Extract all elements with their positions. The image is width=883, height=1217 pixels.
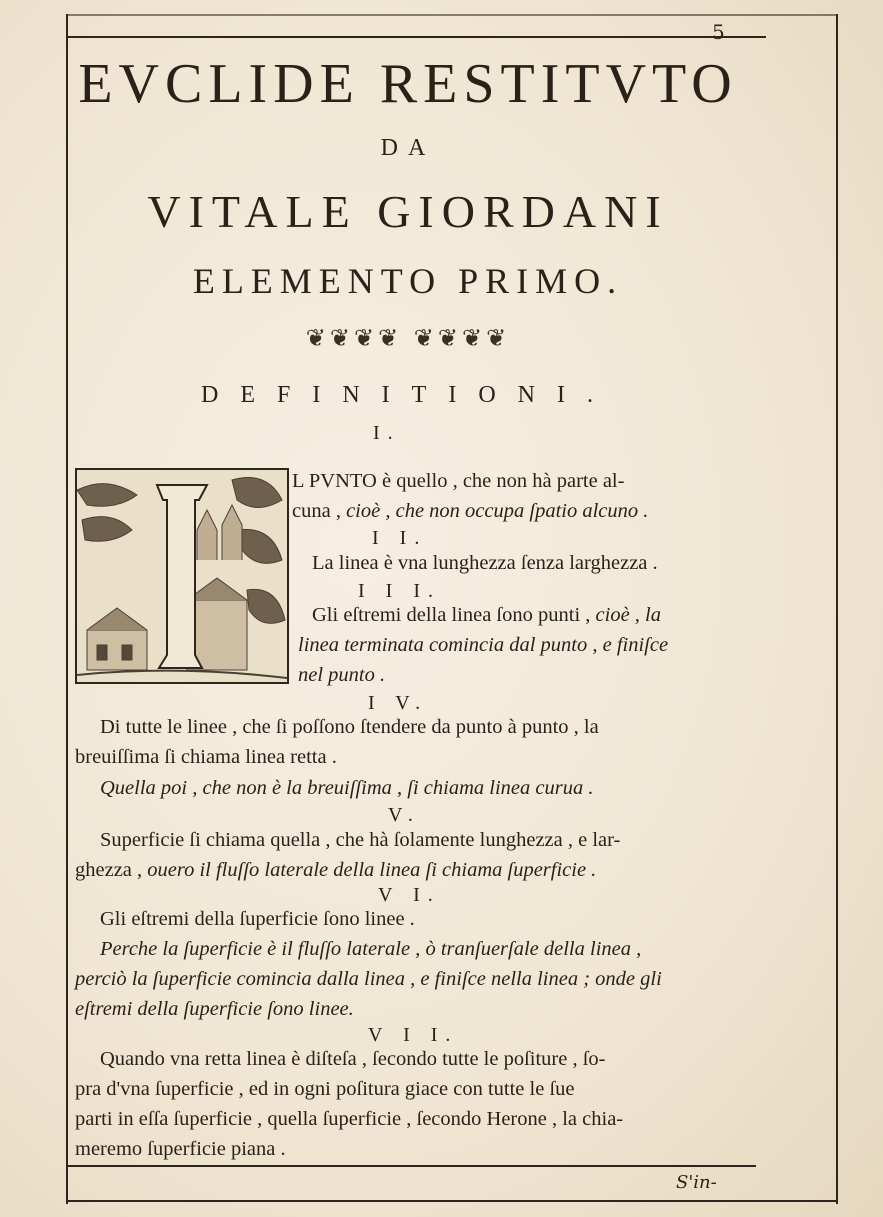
italic-span: Quella poi , che non è la breuiſſima , ſi chiama linea curua .: [100, 777, 594, 799]
top-rule: [66, 36, 766, 38]
title-line-2: DA: [380, 135, 436, 161]
text-span: Gli eſtremi della linea ſono punti ,: [312, 604, 596, 626]
text-line: [292, 470, 624, 493]
text-span: ghezza ,: [75, 859, 148, 881]
text-span: Di tutte le linee , che ſi poſſono ſtendere da punto à punto , la: [100, 716, 599, 738]
text-line: [75, 998, 354, 1021]
text-line: [75, 968, 662, 991]
italic-span: cioè , che non occupa ſpatio alcuno .: [346, 500, 649, 522]
top-rule-outer: [66, 14, 838, 16]
right-rule: [836, 14, 838, 1204]
catchword: S'in-: [676, 1172, 717, 1193]
bottom-rule: [66, 1165, 756, 1167]
text-line: [100, 716, 599, 739]
text-line: [312, 604, 661, 627]
text-span: breuiſſima ſi chiama linea retta .: [75, 746, 337, 768]
text-span: La linea è vna lunghezza ſenza larghezza .: [312, 552, 658, 574]
italic-span: cioè , la: [595, 604, 661, 626]
text-line: [75, 746, 337, 769]
definition-number: I I.: [372, 527, 428, 549]
title-line-4: ELEMENTO PRIMO.: [192, 261, 624, 301]
italic-span: nel punto .: [298, 664, 386, 686]
italic-span: Perche la ſuperficie è il fluſſo laterale , ò tranſuerſale della linea ,: [100, 938, 642, 960]
text-line: [75, 859, 596, 882]
text-span: cuna ,: [292, 500, 347, 522]
definition-number: I.: [373, 422, 401, 444]
italic-span: linea terminata comincia dal punto , e finiſce: [298, 634, 669, 656]
definition-number: I V.: [368, 692, 429, 714]
text-line: [100, 1048, 606, 1071]
text-line: [75, 1078, 575, 1101]
text-line: [298, 664, 385, 687]
text-span: pra d'vna ſuperficie , ed in ogni poſitura giace con tutte le ſue: [75, 1078, 575, 1100]
decorated-initial-image: [75, 468, 289, 684]
text-line: [298, 634, 668, 657]
definition-number: V.: [388, 804, 421, 826]
text-line: [100, 777, 593, 800]
italic-span: eſtremi della ſuperficie ſono linee.: [75, 998, 354, 1020]
bottom-rule-outer: [66, 1200, 838, 1202]
text-span: Superficie ſi chiama quella , che hà ſolamente lunghezza , e lar-: [100, 829, 621, 851]
woodcut-illustration: [77, 470, 287, 682]
definition-number: I I I.: [358, 580, 441, 602]
text-line: [75, 1108, 623, 1131]
text-span: parti in eſſa ſuperficie , quella ſuperficie , ſecondo Herone , la chia-: [75, 1108, 624, 1130]
italic-span: ouero il fluſſo laterale della linea ſi chiama ſuperficie .: [147, 859, 597, 881]
text-line: [100, 829, 620, 852]
title-line-3: VITALE GIORDANI: [147, 186, 669, 237]
text-span: meremo ſuperficie piana .: [75, 1138, 286, 1160]
fleuron-ornament: ❦❦❦❦ ❦❦❦❦: [305, 324, 511, 352]
text-line: [100, 938, 641, 961]
text-line: [75, 1138, 286, 1161]
title-line-1: EVCLIDE RESTITVTO: [78, 53, 738, 115]
text-line: [100, 908, 415, 931]
text-line: [292, 500, 648, 523]
definition-number: V I I.: [368, 1024, 459, 1046]
definition-number: V I.: [378, 884, 441, 906]
page-number: 5: [712, 20, 725, 44]
section-title: DEFINITIONI.: [201, 382, 615, 408]
italic-span: perciò la ſuperficie comincia dalla linea , e finiſce nella linea ; onde gli: [75, 968, 662, 990]
text-span: L PVNTO è quello , che non hà parte al-: [292, 470, 625, 492]
text-line: [312, 552, 658, 575]
text-span: Gli eſtremi della ſuperficie ſono linee .: [100, 908, 415, 930]
text-span: Quando vna retta linea è diſteſa , ſecondo tutte le poſiture , ſo-: [100, 1048, 606, 1070]
